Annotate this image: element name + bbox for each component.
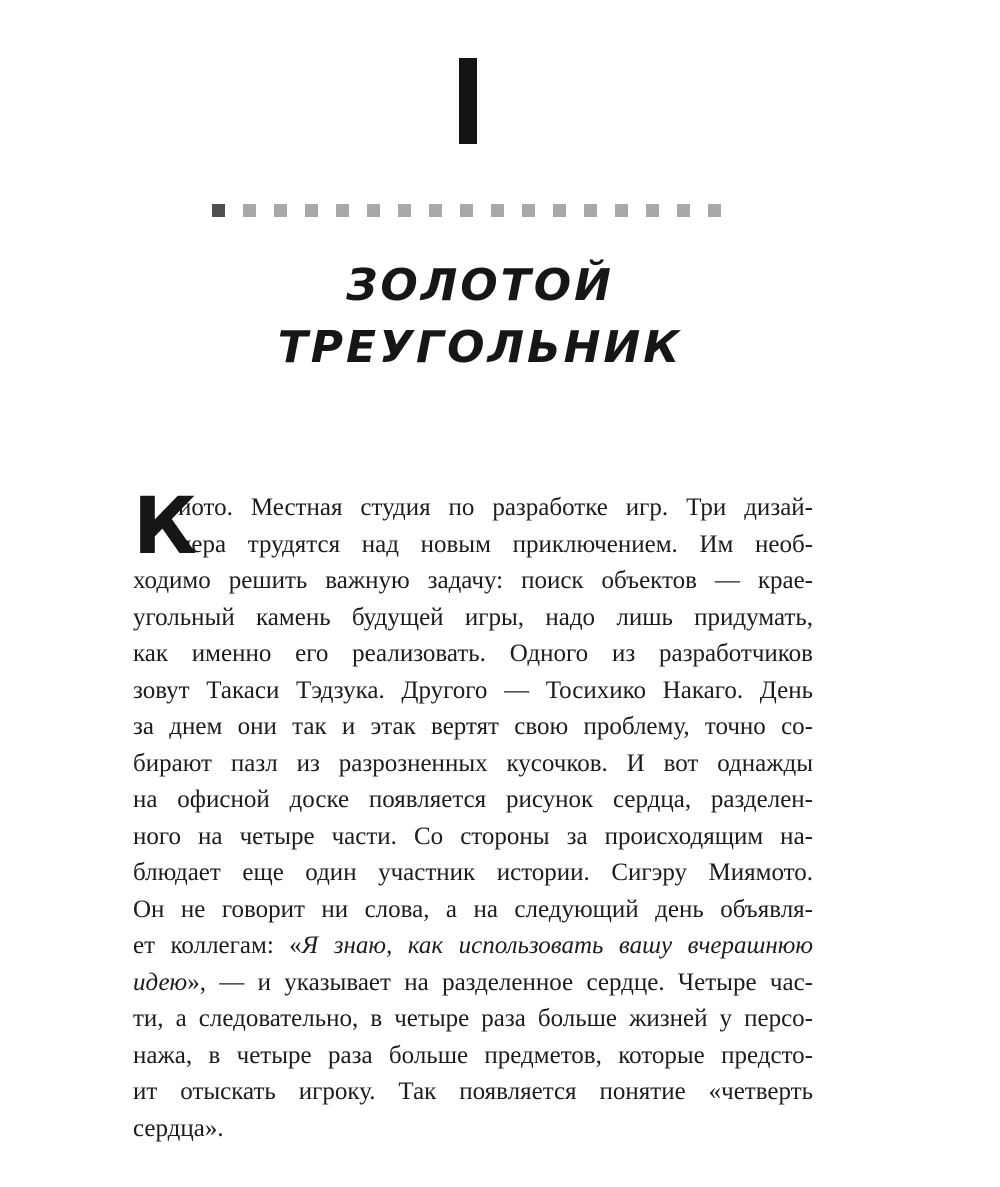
text-line: блюдает еще один участник истории. Сигэру Миямото.	[133, 859, 813, 886]
divider-square	[615, 204, 628, 217]
divider-square	[677, 204, 690, 217]
divider-square	[522, 204, 535, 217]
text-segment: ет коллегам: «	[133, 932, 302, 959]
italic-quote: Я знаю, как использовать вашу вчерашнюю	[301, 932, 814, 959]
text-line: ти, а следовательно, в четыре раза больше жизней у персо-	[133, 1005, 813, 1032]
divider-square	[398, 204, 411, 217]
divider-square	[584, 204, 597, 217]
divider-square	[212, 204, 225, 217]
text-line: зовут Такаси Тэдзука. Другого — Тосихико Накаго. День	[133, 676, 813, 704]
drop-cap: К	[133, 482, 197, 572]
text-line: нажа, в четыре раза больше предметов, которые предсто-	[133, 1041, 813, 1069]
text-line-with-quote	[133, 965, 813, 1002]
text-line: угольный камень будущей игры, надо лишь придумать,	[133, 603, 813, 631]
text-line: на офисной доске появляется рисунок сердца, разделен-	[133, 786, 813, 813]
text-line: нера трудятся над новым приключением. Им необ-	[178, 530, 813, 558]
chapter-title-line-2: ТРЕУГОЛЬНИК	[277, 322, 683, 373]
text-line: ного на четыре части. Со стороны за происходящим на-	[133, 822, 813, 850]
decorative-divider	[212, 204, 721, 217]
text-line: сердца».	[133, 1114, 224, 1142]
text-line: ит отыскать игроку. Так появляется понятие «четверть	[133, 1078, 813, 1105]
italic-quote: идею	[133, 968, 188, 996]
divider-square	[646, 204, 659, 217]
text-line: бирают пазл из разрозненных кусочков. И вот однажды	[133, 749, 813, 777]
text-line: Он не говорит ни слова, а на следующий день объявля-	[133, 895, 813, 923]
divider-square	[274, 204, 287, 217]
divider-square	[305, 204, 318, 217]
text-line: ходимо решить важную задачу: поиск объектов — крае-	[133, 567, 813, 594]
divider-square	[336, 204, 349, 217]
chapter-title-line-1: ЗОЛОТОЙ	[346, 260, 614, 311]
divider-square	[367, 204, 380, 217]
text-line: за днем они так и этак вертят свою проблему, точно со-	[133, 713, 813, 740]
chapter-numeral	[459, 58, 477, 144]
divider-square	[460, 204, 473, 217]
divider-square	[243, 204, 256, 217]
divider-square	[491, 204, 504, 217]
text-line: как именно его реализовать. Одного из разработчиков	[133, 640, 813, 667]
divider-square	[708, 204, 721, 217]
text-line: иото. Местная студия по разработке игр. Три дизай-	[178, 494, 813, 521]
chapter-title	[200, 255, 760, 379]
text-line-with-quote	[133, 928, 813, 965]
text-segment: », — и указывает на разделенное сердце. Четыре час-	[187, 968, 813, 996]
divider-square	[429, 204, 442, 217]
divider-square	[553, 204, 566, 217]
chapter-body-text	[133, 482, 814, 1147]
